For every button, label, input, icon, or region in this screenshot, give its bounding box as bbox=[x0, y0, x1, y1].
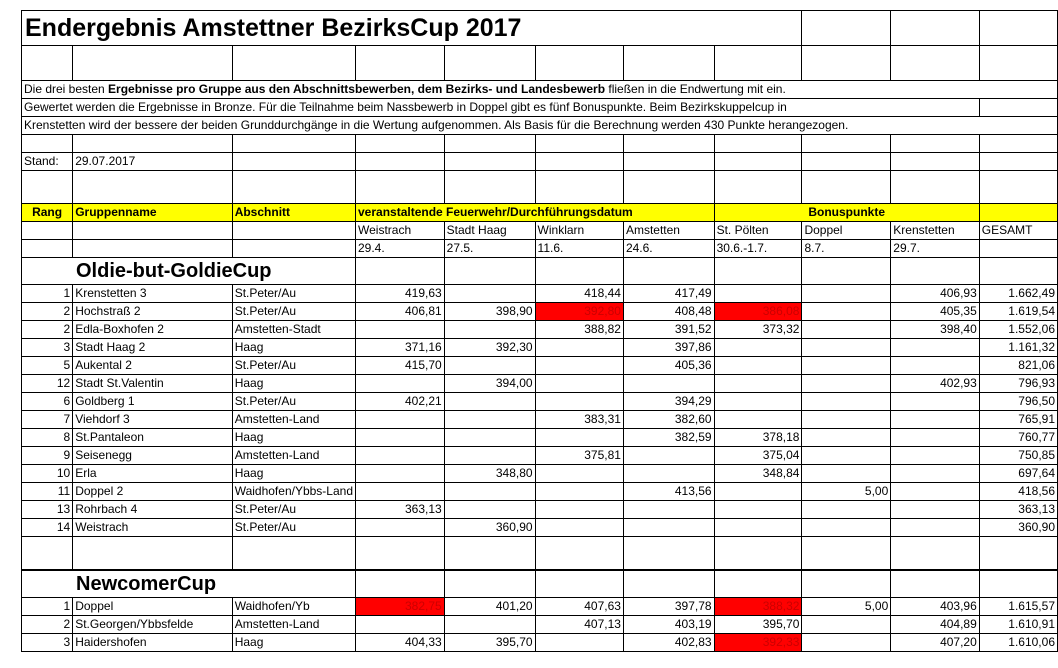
score-cell: 765,91 bbox=[979, 411, 1057, 429]
score-cell: 375,81 bbox=[535, 447, 623, 465]
score-cell bbox=[802, 393, 891, 411]
table-row bbox=[22, 519, 1058, 537]
score-cell: 1.610,06 bbox=[979, 634, 1057, 652]
venue-date: 24.6. bbox=[623, 240, 714, 258]
venue-row bbox=[22, 222, 1058, 240]
score-cell bbox=[623, 519, 714, 537]
score-cell bbox=[714, 519, 802, 537]
score-cell: 796,93 bbox=[979, 375, 1057, 393]
score-cell: 407,13 bbox=[535, 616, 623, 634]
score-cell bbox=[356, 616, 445, 634]
table-row bbox=[22, 598, 1058, 616]
score-cell bbox=[535, 357, 623, 375]
score-cell: 375,04 bbox=[714, 447, 802, 465]
table-row bbox=[22, 616, 1058, 634]
header-row bbox=[22, 204, 1058, 222]
header-gruppenname: Gruppenname bbox=[73, 204, 232, 222]
score-cell: 417,49 bbox=[623, 285, 714, 303]
score-cell bbox=[623, 465, 714, 483]
score-cell bbox=[356, 321, 445, 339]
score-cell: 392,80 bbox=[535, 303, 623, 321]
group-name-cell: Doppel 2 bbox=[73, 483, 232, 501]
header-abschnitt: Abschnitt bbox=[232, 204, 355, 222]
score-cell bbox=[535, 634, 623, 652]
abschnitt-cell: Amstetten-Land bbox=[232, 447, 355, 465]
date-row bbox=[22, 240, 1058, 258]
venue-header: Krenstetten bbox=[891, 222, 979, 240]
score-cell bbox=[891, 465, 979, 483]
abschnitt-cell: Amstetten-Stadt bbox=[232, 321, 355, 339]
score-cell bbox=[891, 339, 979, 357]
score-cell bbox=[802, 501, 891, 519]
group-name-cell: Erla bbox=[73, 465, 232, 483]
score-cell: 405,35 bbox=[891, 303, 979, 321]
score-cell: 419,63 bbox=[356, 285, 445, 303]
score-cell bbox=[714, 357, 802, 375]
score-cell: 382,60 bbox=[623, 411, 714, 429]
score-cell bbox=[356, 465, 445, 483]
score-cell: 1.610,91 bbox=[979, 616, 1057, 634]
venue-date: 11.6. bbox=[535, 240, 623, 258]
description-line-2: Gewertet werden die Ergebnisse in Bronze. Für die Teilnahme beim Nassbewerb in Doppel gibt es fünf Bonuspunkte. Beim Bezirkskuppelcup in bbox=[22, 99, 980, 117]
group-name-cell: Hochstraß 2 bbox=[73, 303, 232, 321]
score-cell: 373,32 bbox=[714, 321, 802, 339]
score-cell bbox=[444, 321, 535, 339]
score-cell bbox=[802, 519, 891, 537]
rang-cell: 3 bbox=[22, 634, 73, 652]
score-cell: 371,16 bbox=[356, 339, 445, 357]
score-cell: 392,30 bbox=[444, 339, 535, 357]
score-cell: 398,40 bbox=[891, 321, 979, 339]
score-cell: 401,20 bbox=[444, 598, 535, 616]
score-cell bbox=[714, 339, 802, 357]
description-line-3: Krenstetten wird der bessere der beiden Grunddurchgänge in die Wertung aufgenommen. Als Basis für die Berechnung werden 430 Punkte herangezogen. bbox=[22, 117, 1058, 135]
venue-date: 29.7. bbox=[891, 240, 979, 258]
page-title: Endergebnis Amstettner BezirksCup 2017 bbox=[22, 11, 802, 46]
group-title-row bbox=[22, 258, 1058, 285]
score-cell: 697,64 bbox=[979, 465, 1057, 483]
score-cell bbox=[802, 616, 891, 634]
score-cell: 402,83 bbox=[623, 634, 714, 652]
score-cell: 388,32 bbox=[714, 598, 802, 616]
table-row bbox=[22, 465, 1058, 483]
rang-cell: 13 bbox=[22, 501, 73, 519]
venue-header: Doppel bbox=[802, 222, 891, 240]
table-row bbox=[22, 357, 1058, 375]
venue-header: Stadt Haag bbox=[444, 222, 535, 240]
score-cell: 750,85 bbox=[979, 447, 1057, 465]
group-name-cell: Haidershofen bbox=[73, 634, 232, 652]
score-cell: 796,50 bbox=[979, 393, 1057, 411]
group-name-cell: Weistrach bbox=[73, 519, 232, 537]
description-line-1: Die drei besten Ergebnisse pro Gruppe aus den Abschnittsbewerben, dem Bezirks- und Landesbewerb fließen in die Endwertung mit ein. bbox=[22, 81, 1058, 99]
score-cell bbox=[444, 616, 535, 634]
score-cell: 403,96 bbox=[891, 598, 979, 616]
score-cell: 360,90 bbox=[979, 519, 1057, 537]
score-cell: 403,19 bbox=[623, 616, 714, 634]
score-cell: 408,48 bbox=[623, 303, 714, 321]
venue-header: Amstetten bbox=[623, 222, 714, 240]
table-row bbox=[22, 411, 1058, 429]
score-cell: 378,18 bbox=[714, 429, 802, 447]
score-cell bbox=[535, 483, 623, 501]
score-cell: 394,00 bbox=[444, 375, 535, 393]
score-cell bbox=[714, 375, 802, 393]
abschnitt-cell: St.Peter/Au bbox=[232, 285, 355, 303]
venue-header: St. Pölten bbox=[714, 222, 802, 240]
score-cell: 395,70 bbox=[444, 634, 535, 652]
score-cell: 348,84 bbox=[714, 465, 802, 483]
score-cell bbox=[802, 634, 891, 652]
score-cell: 363,13 bbox=[979, 501, 1057, 519]
score-cell bbox=[714, 393, 802, 411]
score-cell bbox=[444, 285, 535, 303]
abschnitt-cell: Haag bbox=[232, 375, 355, 393]
score-cell bbox=[891, 357, 979, 375]
score-cell bbox=[802, 357, 891, 375]
abschnitt-cell: St.Peter/Au bbox=[232, 357, 355, 375]
group-name-cell: Aukental 2 bbox=[73, 357, 232, 375]
score-cell: 760,77 bbox=[979, 429, 1057, 447]
rang-cell: 11 bbox=[22, 483, 73, 501]
rang-cell: 9 bbox=[22, 447, 73, 465]
rang-cell: 7 bbox=[22, 411, 73, 429]
score-cell bbox=[802, 411, 891, 429]
score-cell bbox=[802, 375, 891, 393]
table-row bbox=[22, 429, 1058, 447]
score-cell: 363,13 bbox=[356, 501, 445, 519]
abschnitt-cell: St.Peter/Au bbox=[232, 393, 355, 411]
rang-cell: 2 bbox=[22, 303, 73, 321]
abschnitt-cell: St.Peter/Au bbox=[232, 519, 355, 537]
table-row bbox=[22, 375, 1058, 393]
rang-cell: 3 bbox=[22, 339, 73, 357]
score-cell bbox=[891, 483, 979, 501]
score-cell: 382,59 bbox=[623, 429, 714, 447]
score-cell bbox=[444, 393, 535, 411]
score-cell: 404,89 bbox=[891, 616, 979, 634]
rang-cell: 14 bbox=[22, 519, 73, 537]
score-cell bbox=[891, 501, 979, 519]
score-cell bbox=[623, 447, 714, 465]
group-name-cell: Doppel bbox=[73, 598, 232, 616]
table-row bbox=[22, 321, 1058, 339]
score-cell bbox=[802, 321, 891, 339]
score-cell bbox=[891, 393, 979, 411]
abschnitt-cell: Haag bbox=[232, 429, 355, 447]
score-cell bbox=[535, 519, 623, 537]
score-cell bbox=[802, 447, 891, 465]
rang-cell: 6 bbox=[22, 393, 73, 411]
score-cell bbox=[891, 411, 979, 429]
score-cell: 397,78 bbox=[623, 598, 714, 616]
score-cell bbox=[444, 447, 535, 465]
table-row bbox=[22, 483, 1058, 501]
score-cell bbox=[623, 501, 714, 519]
score-cell: 348,80 bbox=[444, 465, 535, 483]
score-cell: 391,52 bbox=[623, 321, 714, 339]
score-cell bbox=[714, 411, 802, 429]
group-name-cell: Seisenegg bbox=[73, 447, 232, 465]
venue-date: 29.4. bbox=[356, 240, 445, 258]
score-cell bbox=[714, 501, 802, 519]
table-row bbox=[22, 339, 1058, 357]
group-name-cell: Viehdorf 3 bbox=[73, 411, 232, 429]
venue-header: Weistrach bbox=[356, 222, 445, 240]
score-cell: 418,44 bbox=[535, 285, 623, 303]
score-cell: 821,06 bbox=[979, 357, 1057, 375]
rang-cell: 2 bbox=[22, 321, 73, 339]
rang-cell: 10 bbox=[22, 465, 73, 483]
group-name-cell: Stadt St.Valentin bbox=[73, 375, 232, 393]
abschnitt-cell: Haag bbox=[232, 465, 355, 483]
header-veranstaltend: veranstaltende Feuerwehr/Durchführungsdatum bbox=[356, 204, 715, 222]
score-cell: 5,00 bbox=[802, 598, 891, 616]
score-cell bbox=[535, 339, 623, 357]
score-cell bbox=[802, 429, 891, 447]
abschnitt-cell: Haag bbox=[232, 634, 355, 652]
stand-date: 29.07.2017 bbox=[73, 153, 232, 171]
group-name-cell: Stadt Haag 2 bbox=[73, 339, 232, 357]
score-cell: 1.161,32 bbox=[979, 339, 1057, 357]
score-cell: 1.552,06 bbox=[979, 321, 1057, 339]
group-name-cell: Goldberg 1 bbox=[73, 393, 232, 411]
score-cell bbox=[444, 411, 535, 429]
score-cell: 405,36 bbox=[623, 357, 714, 375]
rang-cell: 12 bbox=[22, 375, 73, 393]
venue-date: 8.7. bbox=[802, 240, 891, 258]
header-rang: Rang bbox=[22, 204, 73, 222]
venue-date: 27.5. bbox=[444, 240, 535, 258]
header-bonuspunkte: Bonuspunkte bbox=[714, 204, 979, 222]
abschnitt-cell: St.Peter/Au bbox=[232, 501, 355, 519]
score-cell bbox=[535, 393, 623, 411]
venue-header: Winklarn bbox=[535, 222, 623, 240]
rang-cell: 5 bbox=[22, 357, 73, 375]
abschnitt-cell: Haag bbox=[232, 339, 355, 357]
score-cell bbox=[891, 429, 979, 447]
abschnitt-cell: Waidhofen/Yb bbox=[232, 598, 355, 616]
score-cell bbox=[714, 285, 802, 303]
score-cell bbox=[535, 501, 623, 519]
group-name-cell: Edla-Boxhofen 2 bbox=[73, 321, 232, 339]
score-cell bbox=[714, 483, 802, 501]
score-cell bbox=[535, 375, 623, 393]
score-cell bbox=[802, 303, 891, 321]
group-name-cell: Krenstetten 3 bbox=[73, 285, 232, 303]
table-row bbox=[22, 303, 1058, 321]
score-cell bbox=[891, 519, 979, 537]
score-cell: 398,90 bbox=[444, 303, 535, 321]
group-title-row bbox=[22, 570, 1058, 598]
score-cell: 392,33 bbox=[714, 634, 802, 652]
score-cell bbox=[535, 465, 623, 483]
score-cell: 407,63 bbox=[535, 598, 623, 616]
score-cell: 5,00 bbox=[802, 483, 891, 501]
score-cell: 404,33 bbox=[356, 634, 445, 652]
score-cell: 407,20 bbox=[891, 634, 979, 652]
score-cell: 406,93 bbox=[891, 285, 979, 303]
score-cell: 360,90 bbox=[444, 519, 535, 537]
score-cell bbox=[891, 447, 979, 465]
score-cell: 382,75 bbox=[356, 598, 445, 616]
table-row bbox=[22, 447, 1058, 465]
table-row bbox=[22, 634, 1058, 652]
score-cell bbox=[444, 429, 535, 447]
score-cell: 388,82 bbox=[535, 321, 623, 339]
score-cell bbox=[802, 465, 891, 483]
score-cell: 1.662,49 bbox=[979, 285, 1057, 303]
abschnitt-cell: Amstetten-Land bbox=[232, 411, 355, 429]
venue-header: GESAMT bbox=[979, 222, 1057, 240]
rang-cell: 1 bbox=[22, 285, 73, 303]
score-cell bbox=[623, 375, 714, 393]
score-cell bbox=[356, 483, 445, 501]
table-row bbox=[22, 393, 1058, 411]
score-cell bbox=[356, 429, 445, 447]
score-cell: 415,70 bbox=[356, 357, 445, 375]
score-cell bbox=[356, 447, 445, 465]
venue-date bbox=[979, 240, 1057, 258]
score-cell bbox=[802, 285, 891, 303]
group-name-cell: Rohrbach 4 bbox=[73, 501, 232, 519]
score-cell bbox=[356, 411, 445, 429]
score-cell bbox=[444, 483, 535, 501]
abschnitt-cell: Waidhofen/Ybbs-Land bbox=[232, 483, 355, 501]
score-cell: 413,56 bbox=[623, 483, 714, 501]
score-cell bbox=[444, 501, 535, 519]
score-cell: 402,93 bbox=[891, 375, 979, 393]
score-cell bbox=[356, 519, 445, 537]
rang-cell: 2 bbox=[22, 616, 73, 634]
group-name-cell: St.Georgen/Ybbsfelde bbox=[73, 616, 232, 634]
rang-cell: 1 bbox=[22, 598, 73, 616]
score-cell: 395,70 bbox=[714, 616, 802, 634]
score-cell bbox=[356, 375, 445, 393]
group-name-cell: St.Pantaleon bbox=[73, 429, 232, 447]
spreadsheet bbox=[21, 10, 1058, 652]
score-cell: 1.615,57 bbox=[979, 598, 1057, 616]
table-row bbox=[22, 285, 1058, 303]
score-cell: 386,08 bbox=[714, 303, 802, 321]
group-title: NewcomerCup bbox=[22, 570, 356, 598]
score-cell: 383,31 bbox=[535, 411, 623, 429]
group-title: Oldie-but-GoldieCup bbox=[22, 258, 356, 285]
results-table bbox=[21, 10, 1058, 652]
rang-cell: 8 bbox=[22, 429, 73, 447]
venue-date: 30.6.-1.7. bbox=[714, 240, 802, 258]
score-cell bbox=[444, 357, 535, 375]
score-cell: 406,81 bbox=[356, 303, 445, 321]
score-cell: 394,29 bbox=[623, 393, 714, 411]
score-cell: 1.619,54 bbox=[979, 303, 1057, 321]
stand-label: Stand: bbox=[22, 153, 73, 171]
score-cell: 397,86 bbox=[623, 339, 714, 357]
abschnitt-cell: St.Peter/Au bbox=[232, 303, 355, 321]
score-cell bbox=[802, 339, 891, 357]
table-row bbox=[22, 501, 1058, 519]
score-cell: 402,21 bbox=[356, 393, 445, 411]
score-cell bbox=[535, 429, 623, 447]
abschnitt-cell: Amstetten-Land bbox=[232, 616, 355, 634]
score-cell: 418,56 bbox=[979, 483, 1057, 501]
